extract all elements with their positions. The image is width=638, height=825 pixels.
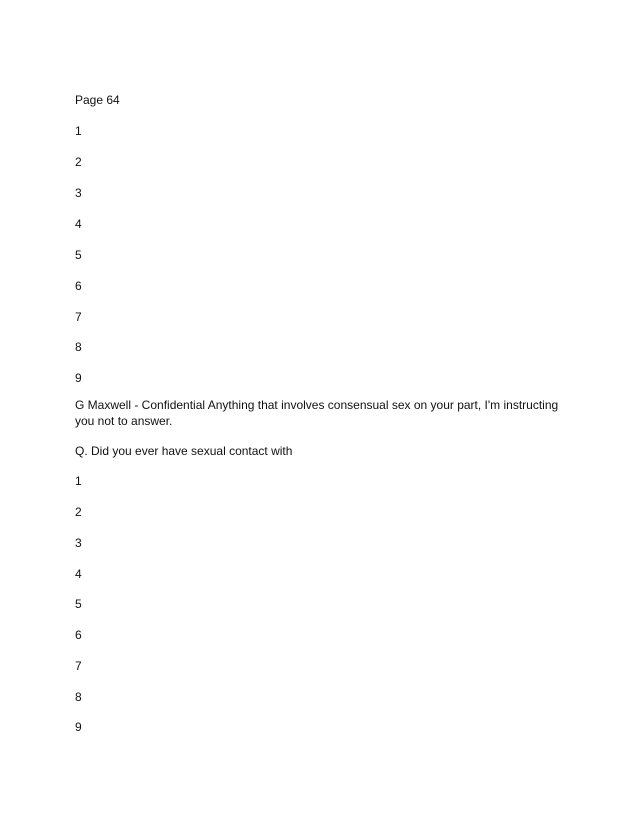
line-number: 7	[75, 310, 82, 324]
line-number: 6	[75, 279, 82, 293]
line-number: 9	[75, 720, 82, 734]
line-number: 1	[75, 124, 82, 138]
line-number: 4	[75, 567, 82, 581]
line-number: 9	[75, 371, 82, 385]
line-number: 3	[75, 186, 82, 200]
line-number: 6	[75, 628, 82, 642]
line-number: 5	[75, 597, 82, 611]
line-number: 2	[75, 505, 82, 519]
line-number: 8	[75, 690, 82, 704]
page-label: Page 64	[75, 93, 120, 107]
line-number: 3	[75, 536, 82, 550]
line-number: 4	[75, 217, 82, 231]
line-number: 2	[75, 155, 82, 169]
line-number: 1	[75, 474, 82, 488]
testimony-paragraph: G Maxwell - Confidential Anything that involves consensual sex on your part, I'm instructing you not to answer.	[75, 398, 559, 428]
line-number: 5	[75, 248, 82, 262]
line-number: 7	[75, 659, 82, 673]
question-paragraph: Q. Did you ever have sexual contact with	[75, 444, 293, 458]
line-number: 8	[75, 340, 82, 354]
